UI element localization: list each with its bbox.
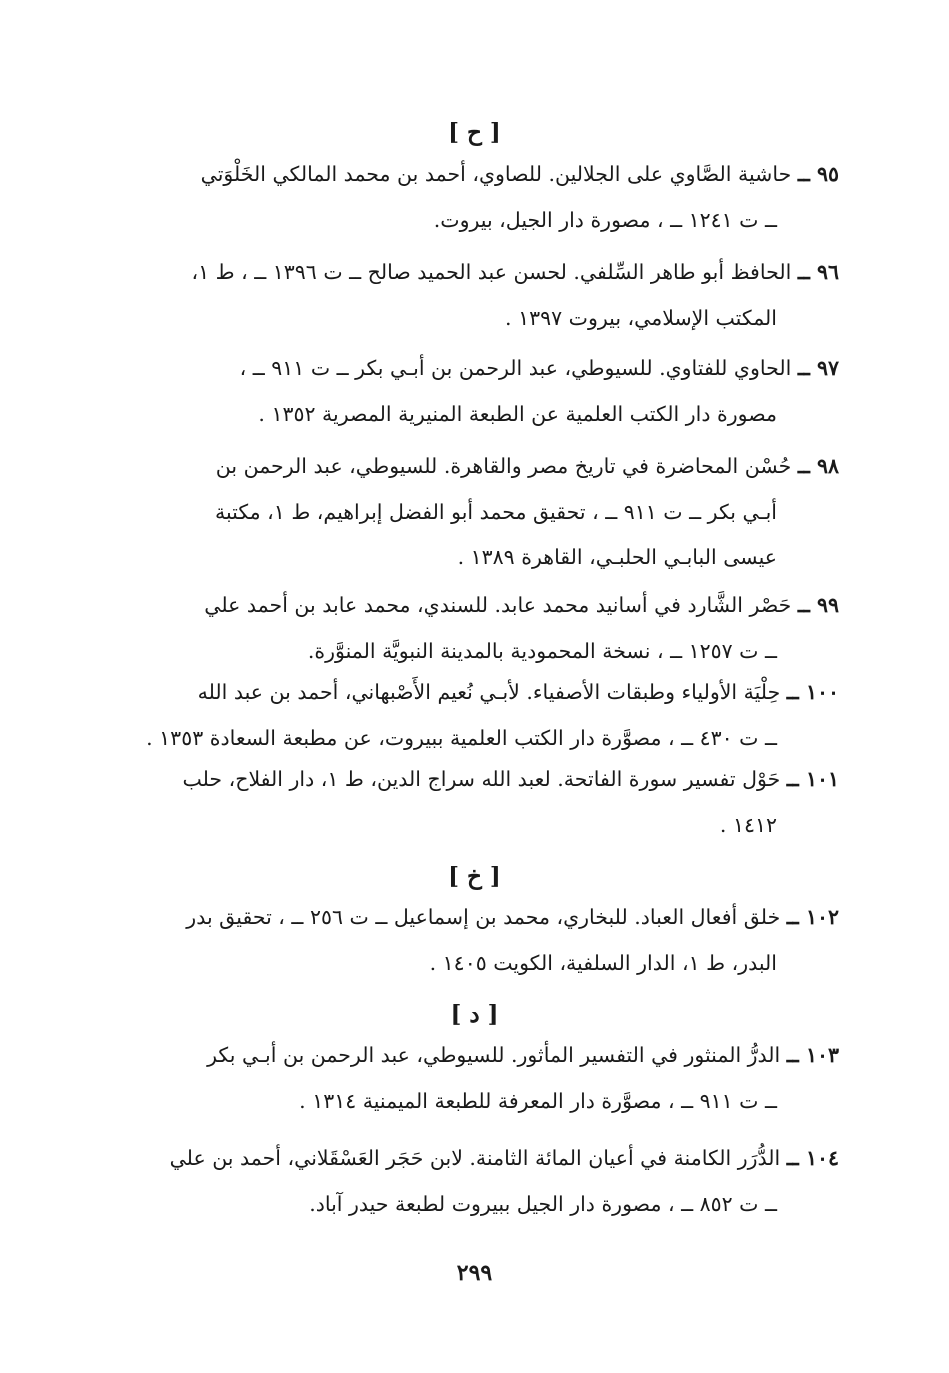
- entry-continuation: ــ ت ٩١١ ــ ، مصوَّرة دار المعرفة للطبعة الميمنية ١٣١٤ .: [299, 1088, 777, 1113]
- entry-100: [111, 670, 839, 761]
- entry-104: [111, 1136, 839, 1227]
- entry-95: [111, 152, 839, 243]
- entry-continuation: ــ ت ٨٥٢ ــ ، مصورة دار الجيل ببيروت لطبعة حيدر آباد.: [309, 1191, 777, 1216]
- entry-continuation: ١٤١٢ .: [719, 812, 777, 837]
- entry-text: خلق أفعال العباد. للبخاري، محمد بن إسماعيل ــ ت ٢٥٦ ــ ، تحقيق بدر: [186, 905, 781, 929]
- entry-text: حَصْر الشَّارد في أسانيد محمد عابد. للسندي، محمد عابد بن أحمد علي: [204, 593, 792, 617]
- entry-text: حُسْن المحاضرة في تاريخ مصر والقاهرة. للسيوطي، عبد الرحمن بن: [215, 454, 792, 478]
- entry-continuation: ــ ت ٤٣٠ ــ ، مصوَّرة دار الكتب العلمية ببيروت، عن مطبعة السعادة ١٣٥٣ .: [146, 725, 777, 750]
- section-heading-dal: [ د ]: [450, 1001, 499, 1028]
- entry-text: الدُّرَر الكامنة في أعيان المائة الثامنة. لابن حَجَر العَسْقَلاني، أحمد بن علي: [169, 1146, 781, 1170]
- entry-continuation: ــ ت ١٢٤١ ــ ، مصورة دار الجيل، بيروت.: [433, 207, 777, 232]
- entry-text: حِلْيَة الأولياء وطبقات الأصفياء. لأبـي نُعيم الأَصْبهاني، أحمد بن عبد الله: [197, 680, 781, 704]
- entry-number: ٩٦ ــ: [797, 260, 839, 284]
- section-heading-ha: [ ح ]: [448, 119, 501, 146]
- entry-102: [111, 895, 839, 986]
- entry-text: الحافظ أبو طاهر السِّلفي. لحسن عبد الحميد صالح ــ ت ١٣٩٦ ــ ، ط ١،: [191, 260, 792, 284]
- entry-continuation: ــ ت ١٢٥٧ ــ ، نسخة المحمودية بالمدينة النبويَّة المنوَّرة.: [307, 638, 777, 663]
- entry-number: ١٠١ ــ: [786, 767, 839, 791]
- entry-text: حَوْل تفسير سورة الفاتحة. لعبد الله سراج الدين، ط ١، دار الفلاح، حلب: [182, 767, 781, 791]
- entry-number: ٩٥ ــ: [797, 162, 839, 186]
- entry-number: ١٠٢ ــ: [786, 905, 839, 929]
- entry-96: [111, 250, 839, 341]
- entry-number: ١٠٠ ــ: [786, 680, 839, 704]
- entry-text: الدرُّ المنثور في التفسير المأثور. للسيوطي، عبد الرحمن بن أبـي بكر: [207, 1043, 781, 1067]
- entry-98: [111, 444, 839, 581]
- entry-continuation: البدر، ط ١، الدار السلفية، الكويت ١٤٠٥ .: [429, 950, 777, 975]
- entry-number: ١٠٣ ــ: [786, 1043, 839, 1067]
- entry-text: حاشية الصَّاوي على الجلالين. للصاوي، أحمد بن محمد المالكي الخَلْوَتي: [200, 162, 792, 186]
- entry-97: [111, 346, 839, 437]
- entry-99: [111, 583, 839, 674]
- entry-text: الحاوي للفتاوي. للسيوطي، عبد الرحمن بن أبـي بكر ــ ت ٩١١ ــ ،: [239, 356, 792, 380]
- entry-continuation: عيسى البابـي الحلبـي، القاهرة ١٣٨٩ .: [457, 545, 777, 569]
- entry-number: ٩٧ ــ: [797, 356, 839, 380]
- entry-101: [111, 757, 839, 848]
- entry-continuation: المكتب الإسلامي، بيروت ١٣٩٧ .: [505, 305, 777, 330]
- entry-number: ٩٨ ــ: [797, 454, 839, 478]
- entry-continuation: أبـي بكر ــ ت ٩١١ ــ ، تحقيق محمد أبو الفضل إبراهيم، ط ١، مكتبة: [214, 499, 777, 524]
- section-heading-kha: [ خ ]: [448, 863, 501, 890]
- page-number: ٢٩٩: [456, 1260, 493, 1286]
- entry-number: ٩٩ ــ: [797, 593, 839, 617]
- entry-number: ١٠٤ ــ: [786, 1146, 839, 1170]
- entry-103: [111, 1033, 839, 1124]
- entry-continuation: مصورة دار الكتب العلمية عن الطبعة المنيرية المصرية ١٣٥٢ .: [258, 401, 777, 426]
